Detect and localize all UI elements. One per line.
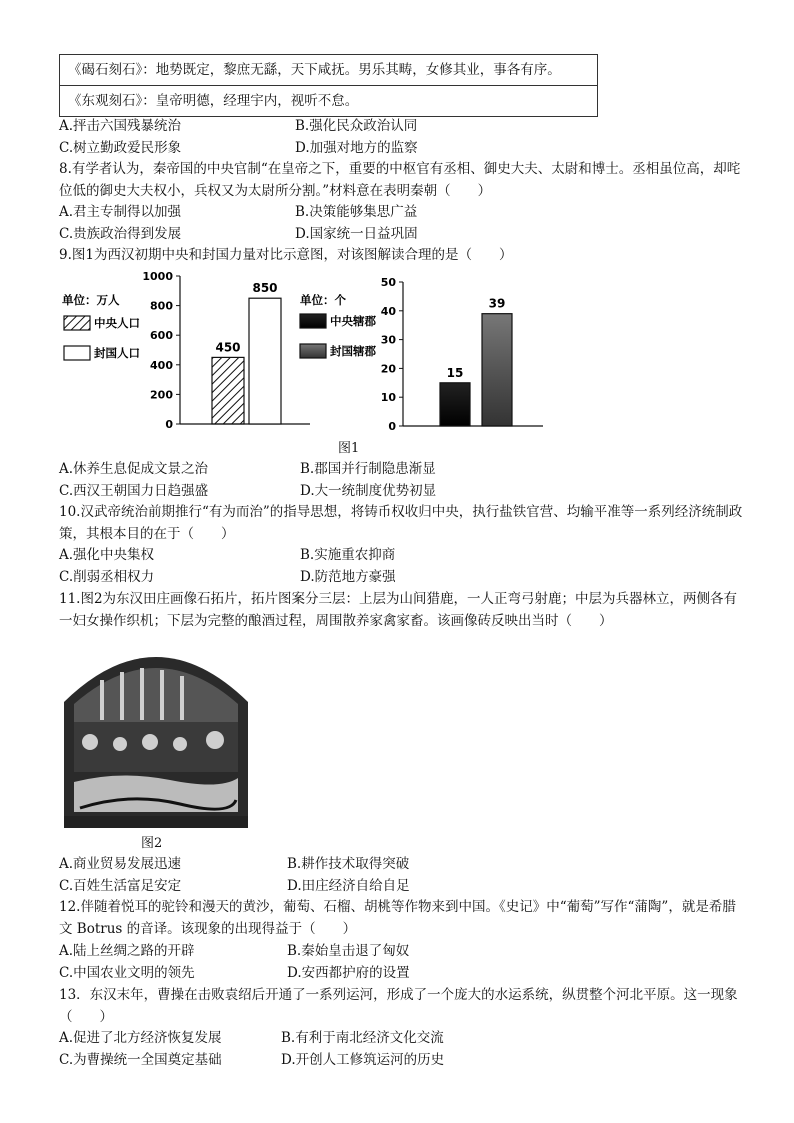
y-tick-label: 30 <box>380 333 396 347</box>
q13-stem: 13．东汉末年，曹操在击败袁绍后开通了一系列运河，形成了一个庞大的水运系统，纵贯整个河北平原。这一现象（ ） <box>59 987 738 1025</box>
legend-swatch <box>300 344 326 358</box>
q12-option-a[interactable]: A.陆上丝绸之路的开辟 <box>59 943 195 959</box>
bar-data-label: 850 <box>252 281 278 296</box>
legend-label: 中央人口 <box>94 316 140 330</box>
q12-option-d[interactable]: D.安西都护府的设置 <box>287 965 410 981</box>
bar-data-label: 39 <box>488 296 506 311</box>
q8-option-b[interactable]: B.决策能够集思广益 <box>295 204 418 220</box>
y-tick-label: 600 <box>150 329 173 343</box>
y-tick-label: 10 <box>380 391 396 405</box>
q7-option-d[interactable]: D.加强对地方的监察 <box>295 140 418 156</box>
legend-swatch <box>64 316 90 330</box>
bar-data-label: 15 <box>446 365 464 380</box>
q8-option-c[interactable]: C.贵族政治得到发展 <box>59 226 182 242</box>
bar <box>482 314 512 426</box>
q9-option-d[interactable]: D.大一统制度优势初显 <box>300 483 437 499</box>
bar <box>249 298 281 424</box>
q9-option-a[interactable]: A.休养生息促成文景之治 <box>59 461 209 477</box>
q7-option-a[interactable]: A.抨击六国残暴统治 <box>59 118 182 134</box>
legend-label: 中央辖郡 <box>330 314 376 328</box>
legend-swatch <box>300 314 326 328</box>
q11-option-b[interactable]: B.耕作技术取得突破 <box>287 856 410 872</box>
figure-1-caption: 图1 <box>338 441 360 456</box>
legend-label: 封国人口 <box>94 346 140 360</box>
quote-row: 《碣石刻石》：地势既定，黎庶无繇，天下咸抚。男乐其畴，女修其业，事各有序。 <box>60 55 597 86</box>
q12-stem: 12.伴随着悦耳的驼铃和漫天的黄沙，葡萄、石榴、胡桃等作物来到中国。《史记》中“葡萄”写作“蒲陶”，就是希腊文 Botrus 的音译。该现象的出现得益于（ ） <box>59 899 736 937</box>
q12-option-c[interactable]: C.中国农业文明的领先 <box>59 965 195 981</box>
unit-label: 单位：万人 <box>62 293 120 307</box>
y-tick-label: 0 <box>165 418 173 431</box>
figure-2-caption: 图2 <box>141 836 163 851</box>
q13-option-d[interactable]: D.开创人工修筑运河的历史 <box>281 1052 445 1068</box>
figure-2-stone-rubbing <box>60 632 252 828</box>
y-tick-label: 50 <box>380 276 396 289</box>
q13-option-c[interactable]: C.为曹操统一全国奠定基础 <box>59 1052 222 1068</box>
q12-option-b[interactable]: B.秦始皇击退了匈奴 <box>287 943 410 959</box>
q7-option-b[interactable]: B.强化民众政治认同 <box>295 118 418 134</box>
q13-option-b[interactable]: B.有利于南北经济文化交流 <box>281 1030 444 1046</box>
q8-option-d[interactable]: D.国家统一日益巩固 <box>295 226 418 242</box>
bar <box>212 357 244 424</box>
q7-option-c[interactable]: C.树立勤政爱民形象 <box>59 140 182 156</box>
q9-option-b[interactable]: B.郡国并行制隐患渐显 <box>300 461 436 477</box>
q9-option-c[interactable]: C.西汉王朝国力日趋强盛 <box>59 483 209 499</box>
q13-option-a[interactable]: A.促进了北方经济恢复发展 <box>59 1030 222 1046</box>
y-tick-label: 400 <box>150 358 173 372</box>
q10-stem: 10.汉武帝统治前期推行“有为而治”的指导思想，将铸币权收归中央，执行盐铁官营、均输平准等一系列经济统制政策，其根本目的在于（ ） <box>59 504 743 542</box>
y-tick-label: 1000 <box>142 270 173 283</box>
quote-row: 《东观刻石》：皇帝明德，经理宇内，视听不怠。 <box>68 93 359 109</box>
figure-1-charts <box>56 268 556 436</box>
bar-data-label: 450 <box>215 340 241 355</box>
q11-option-d[interactable]: D.田庄经济自给自足 <box>287 878 410 894</box>
q8-option-a[interactable]: A.君主专制得以加强 <box>59 204 182 220</box>
y-tick-label: 200 <box>150 388 173 402</box>
legend-swatch <box>64 346 90 360</box>
y-tick-label: 20 <box>380 362 396 376</box>
y-tick-label: 40 <box>380 304 396 318</box>
q11-option-c[interactable]: C.百姓生活富足安定 <box>59 878 182 894</box>
unit-label: 单位：个 <box>300 293 346 307</box>
q10-option-a[interactable]: A.强化中央集权 <box>59 547 155 563</box>
bar <box>440 383 470 426</box>
legend-label: 封国辖郡 <box>330 344 376 358</box>
q11-option-a[interactable]: A.商业贸易发展迅速 <box>59 856 182 872</box>
q9-stem: 9.图1为西汉初期中央和封国力量对比示意图，对该图解读合理的是（ ） <box>59 247 513 263</box>
q10-option-c[interactable]: C.削弱丞相权力 <box>59 569 155 585</box>
q11-stem: 11.图2为东汉田庄画像石拓片，拓片图案分三层：上层为山间猎鹿，一人正弯弓射鹿；中层为兵器林立，两侧各有一妇女操作织机；下层为完整的酿酒过程，周围散养家禽家畜。该画像砖反映出当时（ ） <box>59 591 738 629</box>
y-tick-label: 0 <box>388 420 396 433</box>
q10-option-b[interactable]: B.实施重农抑商 <box>300 547 396 563</box>
y-tick-label: 800 <box>150 299 173 313</box>
q8-stem: 8.有学者认为，秦帝国的中央官制“在皇帝之下，重要的中枢官有丞相、御史大夫、太尉和博士。丞相虽位高，却咤位低的御史大夫权小，兵权又为太尉所分割。”材料意在表明秦朝（ ） <box>59 161 741 199</box>
quote-table <box>59 54 598 117</box>
q10-option-d[interactable]: D.防范地方豪强 <box>300 569 396 585</box>
